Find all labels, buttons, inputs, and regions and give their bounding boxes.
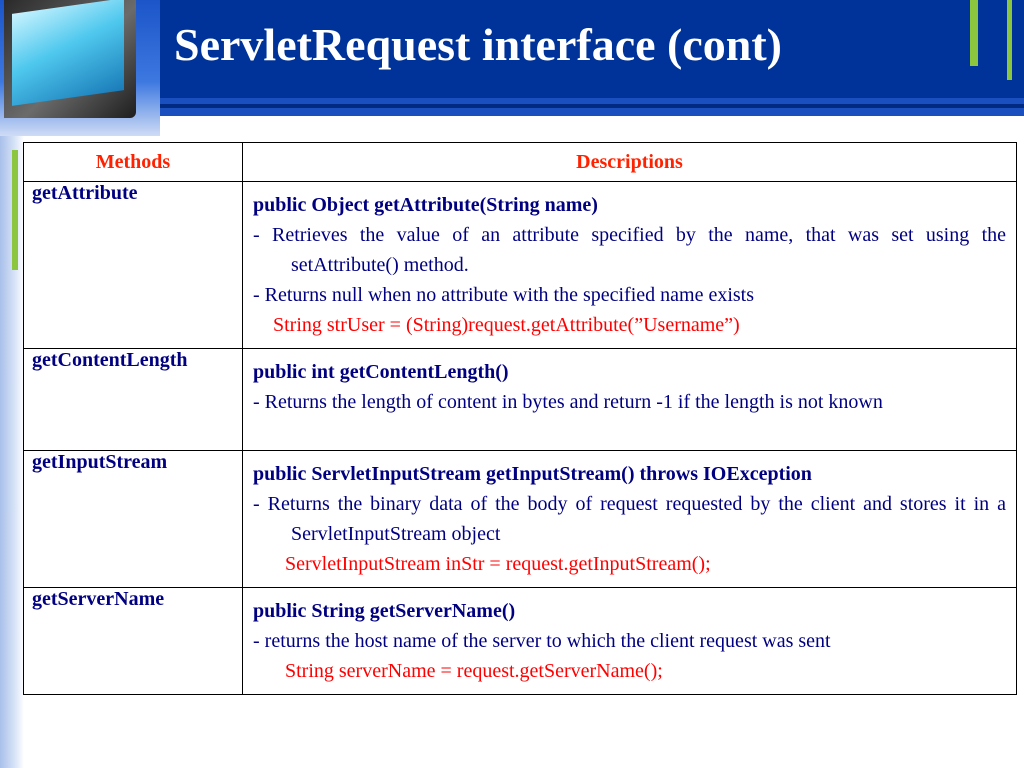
method-description	[243, 588, 1017, 695]
method-name: getAttribute	[24, 182, 243, 349]
method-name: getInputStream	[24, 451, 243, 588]
header-methods: Methods	[24, 143, 243, 182]
method-description	[243, 451, 1017, 588]
methods-table	[23, 142, 1017, 695]
monitor-screen	[12, 0, 124, 106]
code-example: String strUser = (String)request.getAttribute(”Username”)	[273, 314, 740, 336]
table-header-row	[24, 143, 1017, 182]
method-signature: public Object getAttribute(String name)	[253, 194, 598, 216]
method-signature: public String getServerName()	[253, 600, 516, 622]
code-example: String serverName = request.getServerName();	[285, 660, 663, 682]
green-accent-bar	[970, 0, 978, 66]
description-line: - Returns null when no attribute with the specified name exists	[253, 284, 754, 306]
method-signature: public int getContentLength()	[253, 361, 509, 383]
description-line: - Returns the length of content in bytes and return -1 if the length is not known	[253, 391, 883, 413]
slide-header	[0, 0, 1024, 116]
method-name: getContentLength	[24, 349, 243, 451]
slide-title: ServletRequest interface (cont)	[174, 19, 782, 70]
code-example: ServletInputStream inStr = request.getInputStream();	[285, 553, 711, 575]
title-underline-stripe	[160, 104, 1024, 108]
description-line: - Returns the binary data of the body of request requested by the client and stores it in a ServletInputStream object	[253, 493, 1006, 545]
monitor-icon	[4, 0, 136, 118]
method-signature: public ServletInputStream getInputStream() throws IOException	[253, 463, 812, 485]
table-row	[24, 451, 1017, 588]
left-green-accent	[12, 150, 18, 270]
method-description	[243, 182, 1017, 349]
header-descriptions: Descriptions	[243, 143, 1017, 182]
method-description	[243, 349, 1017, 451]
table-row	[24, 588, 1017, 695]
table-row	[24, 349, 1017, 451]
method-name: getServerName	[24, 588, 243, 695]
description-line: - returns the host name of the server to which the client request was sent	[253, 630, 831, 652]
description-line: - Retrieves the value of an attribute specified by the name, that was set using the setAttribute() method.	[253, 224, 1006, 276]
green-accent-bar-thin	[1007, 0, 1012, 80]
table-row	[24, 182, 1017, 349]
